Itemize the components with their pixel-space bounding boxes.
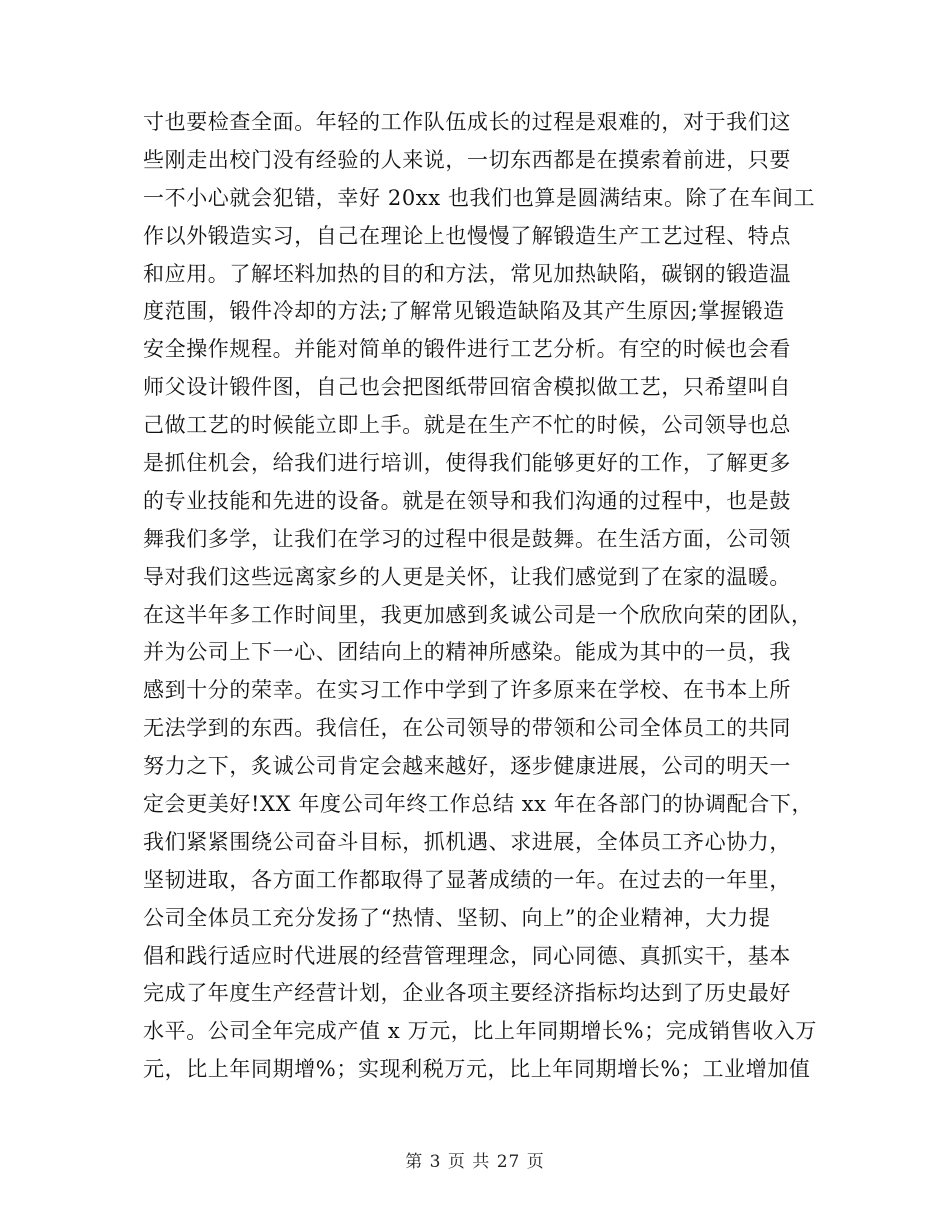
text-line: 度范围，锻件冷却的方法;了解常见锻造缺陷及其产生原因;掌握锻造 <box>143 299 785 324</box>
text-line: 元，比上年同期增%；实现利税万元，比上年同期增长%；工业增加值 <box>143 1057 811 1082</box>
text-line: 努力之下，炙诚公司肯定会越来越好，逐步健康进展，公司的明天一 <box>143 754 791 779</box>
text-line: 坚韧进取，各方面工作都取得了显著成绩的一年。在过去的一年里， <box>143 867 791 892</box>
text-line: 师父设计锻件图，自己也会把图纸带回宿舍模拟做工艺，只希望叫自 <box>143 375 791 400</box>
text-line: 些刚走出校门没有经验的人来说，一切东西都是在摸索着前进，只要 <box>143 147 791 172</box>
text-line: 水平。公司全年完成产值 x 万元，比上年同期增长%；完成销售收入万 <box>143 1019 817 1044</box>
text-line: 感到十分的荣幸。在实习工作中学到了许多原来在学校、在书本上所 <box>143 678 791 703</box>
text-line: 舞我们多学，让我们在学习的过程中很是鼓舞。在生活方面，公司领 <box>143 526 791 551</box>
text-line: 一不小心就会犯错，幸好 20xx 也我们也算是圆满结束。除了在车间工 <box>143 185 816 210</box>
text-line: 倡和践行适应时代进展的经营管理理念，同心同德、真抓实干，基本 <box>143 943 791 968</box>
text-line: 定会更美好!XX 年度公司年终工作总结 xx 年在各部门的协调配合下， <box>143 792 814 817</box>
text-line: 我们紧紧围绕公司奋斗目标，抓机遇、求进展，全体员工齐心协力， <box>143 829 791 854</box>
text-line: 是抓住机会，给我们进行培训，使得我们能够更好的工作，了解更多 <box>143 451 791 476</box>
text-line: 并为公司上下一心、团结向上的精神所感染。能成为其中的一员，我 <box>143 640 791 665</box>
text-line: 公司全体员工充分发扬了“热情、坚韧、向上”的企业精神，大力提 <box>143 905 771 930</box>
page-number-footer: 第 3 页 共 27 页 <box>405 1152 545 1172</box>
text-line: 安全操作规程。并能对简单的锻件进行工艺分析。有空的时候也会看 <box>143 337 791 362</box>
text-line: 无法学到的东西。我信任，在公司领导的带领和公司全体员工的共同 <box>143 716 791 741</box>
body-text <box>143 104 817 1089</box>
text-line: 己做工艺的时候能立即上手。就是在生产不忙的时候，公司领导也总 <box>143 413 791 438</box>
text-line: 作以外锻造实习，自己在理论上也慢慢了解锻造生产工艺过程、特点 <box>143 223 791 248</box>
text-line: 在这半年多工作时间里，我更加感到炙诚公司是一个欣欣向荣的团队， <box>143 602 813 627</box>
text-line: 导对我们这些远离家乡的人更是关怀，让我们感觉到了在家的温暖。 <box>143 564 791 589</box>
text-line: 的专业技能和先进的设备。就是在领导和我们沟通的过程中，也是鼓 <box>143 488 791 513</box>
text-line: 寸也要检查全面。年轻的工作队伍成长的过程是艰难的，对于我们这 <box>143 110 791 134</box>
text-line: 完成了年度生产经营计划，企业各项主要经济指标均达到了历史最好 <box>143 981 791 1006</box>
text-line: 和应用。了解坯料加热的目的和方法，常见加热缺陷，碳钢的锻造温 <box>143 261 791 286</box>
